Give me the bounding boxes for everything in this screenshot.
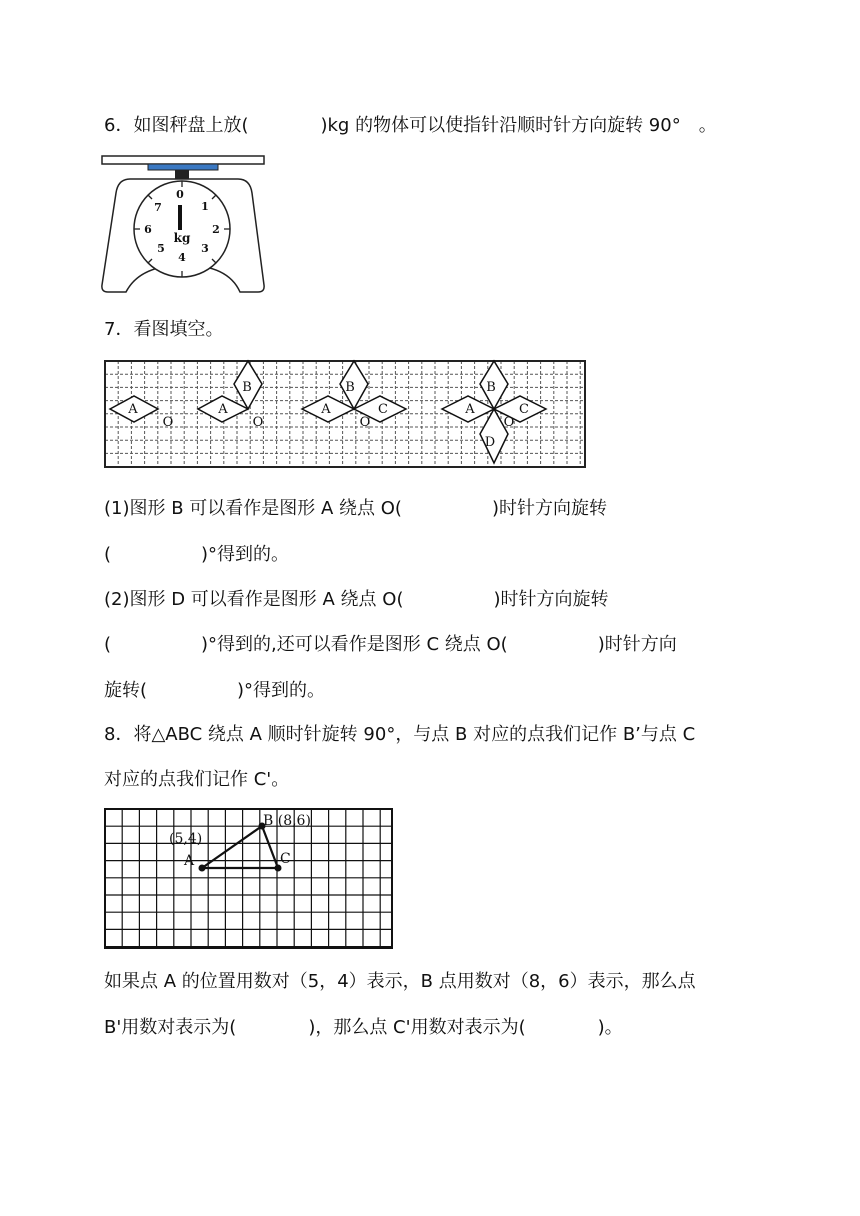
label-d-4: D: [484, 435, 496, 450]
scale-pan: [102, 156, 264, 164]
label-a-4: A: [465, 402, 475, 417]
label-b-3: B: [345, 380, 355, 395]
rotation-grid-figure: [102, 358, 588, 470]
label-o-4: O: [503, 415, 515, 430]
triangle-grid-figure: [103, 806, 395, 950]
scale-label-7: 7: [154, 201, 162, 214]
scale-label-6: 6: [144, 223, 152, 236]
label-c: C: [280, 851, 291, 867]
label-a-3: A: [321, 402, 331, 417]
label-o-2: O: [252, 415, 264, 430]
q8-line3: 如果点 A 的位置用数对（5，4）表示，B 点用数对（8，6）表示，那么点: [104, 971, 696, 992]
label-c-3: C: [378, 402, 388, 417]
label-b-coord: B (8,6): [263, 813, 311, 829]
q7-part1-line2: ( )°得到的。: [104, 544, 290, 565]
label-a-coord: (5,4): [169, 831, 203, 847]
label-c-4: C: [519, 402, 529, 417]
label-a-2: A: [218, 402, 228, 417]
scale-label-2: 2: [212, 223, 220, 236]
scale-label-3: 3: [201, 242, 209, 255]
q8-line1: 8．将△ABC 绕点 A 顺时针旋转 90°，与点 B 对应的点我们记作 B’与点 C: [104, 724, 696, 745]
q7-part2-line1: (2)图形 D 可以看作是图形 A 绕点 O( )时针方向旋转: [104, 589, 609, 610]
label-b-2: B: [242, 380, 252, 395]
q8-line2: 对应的点我们记作 C'。: [104, 769, 290, 790]
label-a-1: A: [128, 402, 138, 417]
scale-label-0: 0: [176, 188, 184, 201]
label-b-4: B: [486, 380, 496, 395]
weighing-scale-figure: [100, 153, 270, 298]
scale-unit-label: kg: [173, 231, 191, 245]
q6-text: 6．如图秤盘上放( )kg 的物体可以使指针沿顺时针方向旋转 90° 。: [104, 115, 717, 136]
scale-pan-window: [148, 164, 218, 170]
label-o-3: O: [359, 415, 371, 430]
q7-part1-line1: (1)图形 B 可以看作是图形 A 绕点 O( )时针方向旋转: [104, 498, 607, 519]
triangle-abc: [202, 826, 278, 868]
q7-part2-line3: 旋转( )°得到的。: [104, 680, 326, 701]
label-a: A: [184, 853, 195, 869]
scale-label-4: 4: [178, 251, 186, 264]
q8-line4: B'用数对表示为( )，那么点 C'用数对表示为( )。: [104, 1017, 623, 1038]
scale-stem: [175, 170, 189, 179]
point-a: [199, 865, 206, 872]
scale-label-5: 5: [157, 242, 165, 255]
q7-part2-line2: ( )°得到的,还可以看作是图形 C 绕点 O( )时针方向: [104, 634, 677, 655]
scale-label-1: 1: [201, 200, 209, 213]
label-o-1: O: [162, 415, 174, 430]
q7-title: 7．看图填空。: [104, 319, 224, 340]
